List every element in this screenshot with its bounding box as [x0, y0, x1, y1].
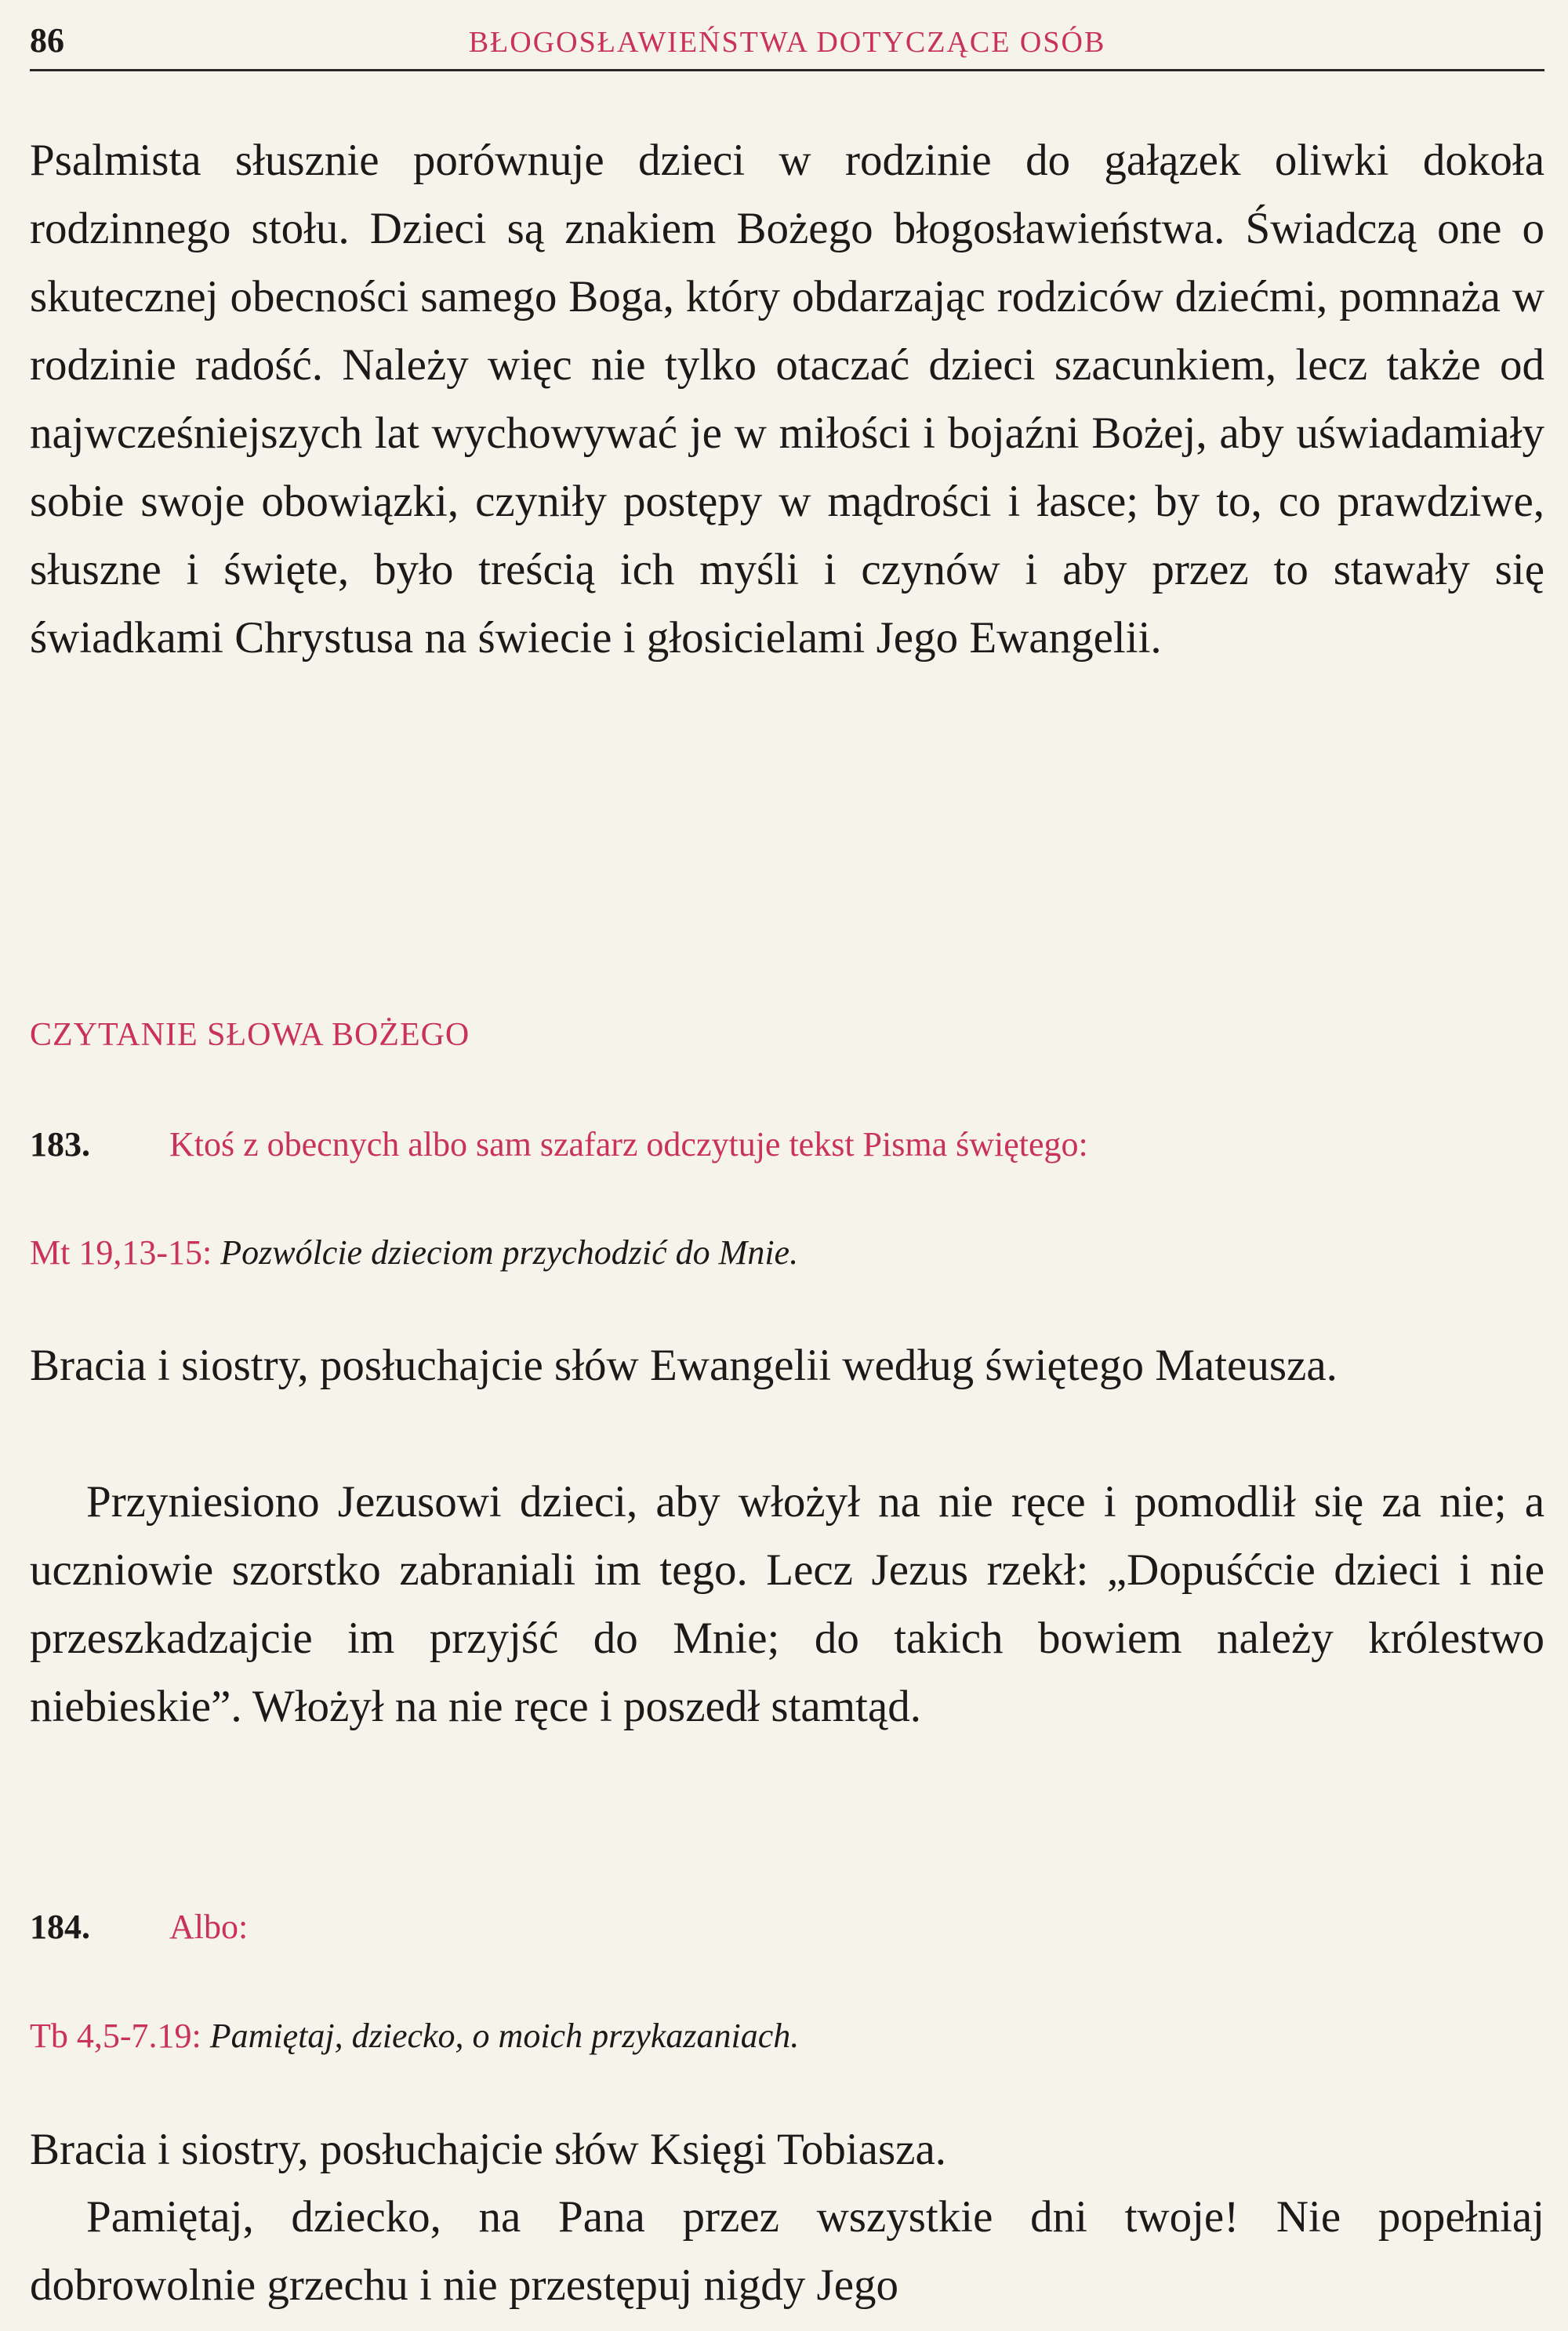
reading-announcement-183: Bracia i siostry, posłuchajcie słów Ewangelii według świętego Mateusza.	[30, 1341, 1338, 1390]
rubric-text: Albo:	[169, 1908, 249, 1946]
reference-184	[30, 2016, 1544, 2056]
reading-text-184: Pamiętaj, dziecko, na Pana przez wszystkie dni twoje! Nie popełniaj dobrowolnie grzechu i nie przestępuj nigdy Jego	[30, 2192, 1544, 2310]
reference-title: Pamiętaj, dziecko, o moich przykazaniach.	[209, 2017, 800, 2055]
rubric-184	[30, 1907, 1544, 1947]
reference-183	[30, 1233, 1544, 1273]
rubric-183	[30, 1124, 1544, 1164]
page-number: 86	[30, 21, 64, 60]
intro-paragraph: Psalmista słusznie porównuje dzieci w rodzinie do gałązek oliwki dokoła rodzinnego stołu. Dzieci są znakiem Bożego błogosławieństwa. Świadczą one o skutecznej obecności samego Boga, który obdarzając rodziców dziećmi, pomnaża w rodzinie radość. Należy więc nie tylko otaczać dzieci szacunkiem, lecz także od najwcześniejszych lat wychowywać je w miłości i bojaźni Bożej, aby uświadamiały sobie swoje obowiązki, czyniły postępy w mądrości i łasce; by to, co prawdziwe, słuszne i święte, było treścią ich myśli i czynów i aby przez to stawały się świadkami Chrystusa na świecie i głosicielami Jego Ewangelii.	[30, 136, 1544, 663]
running-title: BŁOGOSŁAWIEŃSTWA DOTYCZĄCE OSÓB	[468, 26, 1106, 59]
item-number: 183.	[30, 1125, 90, 1164]
reading-announcement-184: Bracia i siostry, posłuchajcie słów Księgi Tobiasza.	[30, 2125, 947, 2174]
scripture-reference: Mt 19,13-15:	[30, 1233, 212, 1272]
rubric-text: Ktoś z obecnych albo sam szafarz odczytuje tekst Pisma świętego:	[169, 1125, 1088, 1164]
reference-title: Pozwólcie dzieciom przychodzić do Mnie.	[220, 1233, 799, 1272]
item-number: 184.	[30, 1908, 90, 1946]
running-head	[30, 20, 1544, 71]
reading-text-183: Przyniesiono Jezusowi dzieci, aby włożył na nie ręce i pomodlił się za nie; a uczniowie szorstko zabraniali im tego. Lecz Jezus rzekł: „Dopuśćcie dzieci i nie przeszkadzajcie im przyjść do Mnie; do takich bowiem należy królestwo niebieskie”. Włożył na nie ręce i poszedł stamtąd.	[30, 1477, 1544, 1731]
header-rule	[30, 69, 1544, 71]
scripture-reference: Tb 4,5-7.19:	[30, 2017, 201, 2055]
section-heading: CZYTANIE SŁOWA BOŻEGO	[30, 1017, 470, 1053]
